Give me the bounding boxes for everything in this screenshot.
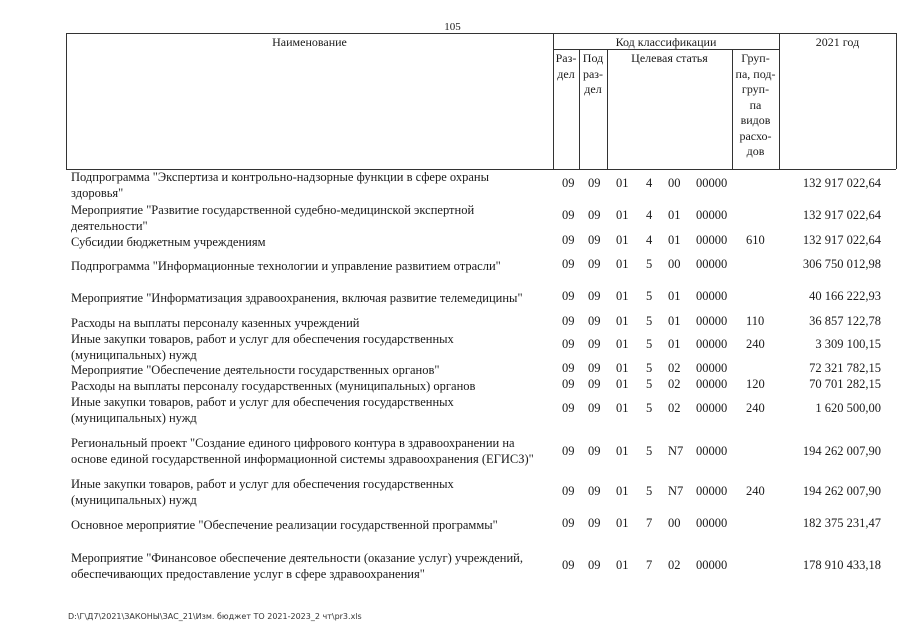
- row-amount: 72 321 782,15: [809, 361, 881, 375]
- row-section: 09: [562, 361, 575, 375]
- row-amount: 194 262 007,90: [802, 484, 881, 498]
- row-name: Субсидии бюджетным учреждениям: [71, 235, 266, 249]
- row-amount: 40 166 222,93: [809, 289, 881, 303]
- header-year: 2021 год: [815, 35, 860, 49]
- row-target-2: 5: [646, 361, 653, 375]
- row-target-2: 5: [646, 484, 653, 498]
- row-section: 09: [562, 208, 575, 222]
- row-name: Расходы на выплаты персоналу государственных (муниципальных) органов: [71, 379, 476, 393]
- row-target-1: 01: [616, 337, 629, 351]
- row-name: Мероприятие "Финансовое обеспечение деятельности (оказание услуг) учреждений, обеспечивающих предоставление услуг в сфере здравоохранения": [71, 551, 523, 581]
- row-target-2: 5: [646, 337, 653, 351]
- header-subsection: Под раз- дел: [582, 51, 604, 96]
- row-subsection: 09: [588, 176, 601, 190]
- row-target-4: 00000: [696, 516, 728, 530]
- row-amount: 1 620 500,00: [815, 401, 881, 415]
- row-target-4: 00000: [696, 314, 728, 328]
- row-amount: 182 375 231,47: [802, 516, 881, 530]
- row-name: Мероприятие "Обеспечение деятельности государственных органов": [71, 363, 440, 377]
- row-target-2: 5: [646, 401, 653, 415]
- row-target-3: 00: [668, 176, 681, 190]
- row-target-2: 5: [646, 377, 653, 391]
- row-target-1: 01: [616, 176, 629, 190]
- row-section: 09: [562, 233, 575, 247]
- row-expense-group: 120: [746, 377, 765, 391]
- row-target-4: 00000: [696, 337, 728, 351]
- row-target-2: 5: [646, 444, 653, 458]
- row-target-4: 00000: [696, 377, 728, 391]
- row-target-2: 7: [646, 516, 653, 530]
- row-expense-group: 240: [746, 401, 765, 415]
- row-target-4: 00000: [696, 257, 728, 271]
- row-subsection: 09: [588, 208, 601, 222]
- row-target-4: 00000: [696, 361, 728, 375]
- row-section: 09: [562, 257, 575, 271]
- row-subsection: 09: [588, 289, 601, 303]
- row-target-1: 01: [616, 289, 629, 303]
- row-target-4: 00000: [696, 444, 728, 458]
- row-target-3: 02: [668, 401, 681, 415]
- row-subsection: 09: [588, 484, 601, 498]
- row-target-4: 00000: [696, 484, 728, 498]
- row-target-2: 4: [646, 176, 653, 190]
- row-name: Основное мероприятие "Обеспечение реализации государственной программы": [71, 518, 498, 532]
- row-target-1: 01: [616, 444, 629, 458]
- row-section: 09: [562, 401, 575, 415]
- table-header: [66, 33, 896, 169]
- row-subsection: 09: [588, 558, 601, 572]
- row-target-2: 5: [646, 289, 653, 303]
- row-amount: 132 917 022,64: [802, 208, 881, 222]
- row-name: Иные закупки товаров, работ и услуг для обеспечения государственных (муниципальных) нужд: [71, 332, 454, 362]
- row-section: 09: [562, 314, 575, 328]
- row-name: Региональный проект "Создание единого цифрового контура в здравоохранении на основе единой государственной информационной системы здравоохранения (ЕГИСЗ)": [71, 436, 534, 466]
- row-name: Мероприятие "Развитие государственной судебно-медицинской экспертной деятельности": [71, 203, 475, 233]
- row-target-4: 00000: [696, 289, 728, 303]
- row-subsection: 09: [588, 516, 601, 530]
- row-target-1: 01: [616, 558, 629, 572]
- row-name: Расходы на выплаты персоналу казенных учреждений: [71, 316, 360, 330]
- row-target-4: 00000: [696, 558, 728, 572]
- row-subsection: 09: [588, 361, 601, 375]
- row-target-3: 01: [668, 289, 681, 303]
- row-target-1: 01: [616, 516, 629, 530]
- row-target-1: 01: [616, 401, 629, 415]
- row-target-1: 01: [616, 233, 629, 247]
- row-target-2: 4: [646, 233, 653, 247]
- row-subsection: 09: [588, 314, 601, 328]
- row-section: 09: [562, 337, 575, 351]
- row-expense-group: 240: [746, 484, 765, 498]
- row-subsection: 09: [588, 257, 601, 271]
- row-subsection: 09: [588, 233, 601, 247]
- header-name: Наименование: [272, 35, 347, 49]
- row-target-2: 5: [646, 257, 653, 271]
- footer-file-path: D:\Г\Д7\2021\ЗАКОНЫ\ЗАС_21\Изм. бюджет ТО 2021-2023_2 чт\pr3.xls: [68, 612, 362, 621]
- row-target-3: 01: [668, 208, 681, 222]
- row-target-3: 00: [668, 257, 681, 271]
- row-target-1: 01: [616, 314, 629, 328]
- row-target-3: 01: [668, 233, 681, 247]
- row-target-2: 7: [646, 558, 653, 572]
- row-target-4: 00000: [696, 176, 728, 190]
- page-number: 105: [444, 21, 461, 33]
- row-amount: 194 262 007,90: [802, 444, 881, 458]
- row-target-1: 01: [616, 257, 629, 271]
- row-expense-group: 610: [746, 233, 765, 247]
- row-target-3: 01: [668, 337, 681, 351]
- row-name: Мероприятие "Информатизация здравоохранения, включая развитие телемедицины": [71, 291, 523, 305]
- row-section: 09: [562, 444, 575, 458]
- header-target-item: Целевая статья: [631, 51, 708, 65]
- row-section: 09: [562, 289, 575, 303]
- row-target-1: 01: [616, 377, 629, 391]
- row-amount: 3 309 100,15: [815, 337, 881, 351]
- row-amount: 70 701 282,15: [809, 377, 881, 391]
- row-amount: 132 917 022,64: [802, 176, 881, 190]
- row-target-3: 02: [668, 377, 681, 391]
- row-target-4: 00000: [696, 401, 728, 415]
- header-classification-code: Код классификации: [615, 35, 717, 49]
- row-target-2: 5: [646, 314, 653, 328]
- row-target-3: 00: [668, 516, 681, 530]
- row-target-3: 02: [668, 558, 681, 572]
- row-target-3: 01: [668, 314, 681, 328]
- row-target-3: N7: [668, 484, 684, 498]
- row-subsection: 09: [588, 444, 601, 458]
- row-amount: 132 917 022,64: [802, 233, 881, 247]
- row-target-1: 01: [616, 484, 629, 498]
- row-target-4: 00000: [696, 208, 728, 222]
- row-name: Подпрограмма "Экспертиза и контрольно-надзорные функции в сфере охраны здоровья": [71, 170, 489, 200]
- row-name: Подпрограмма "Информационные технологии и управление развитием отрасли": [71, 259, 501, 273]
- row-name: Иные закупки товаров, работ и услуг для обеспечения государственных (муниципальных) нужд: [71, 395, 454, 425]
- row-target-1: 01: [616, 208, 629, 222]
- row-target-2: 4: [646, 208, 653, 222]
- row-subsection: 09: [588, 377, 601, 391]
- row-amount: 306 750 012,98: [802, 257, 881, 271]
- row-section: 09: [562, 516, 575, 530]
- row-section: 09: [562, 176, 575, 190]
- row-expense-group: 110: [746, 314, 765, 328]
- row-section: 09: [562, 377, 575, 391]
- row-amount: 36 857 122,78: [809, 314, 881, 328]
- header-section: Раз- дел: [555, 51, 577, 81]
- row-target-3: 02: [668, 361, 681, 375]
- row-name: Иные закупки товаров, работ и услуг для обеспечения государственных (муниципальных) нужд: [71, 477, 454, 507]
- row-subsection: 09: [588, 401, 601, 415]
- row-section: 09: [562, 558, 575, 572]
- header-expense-group: Груп- па, под- груп- па видов расхо- дов: [735, 51, 776, 158]
- row-target-1: 01: [616, 361, 629, 375]
- row-subsection: 09: [588, 337, 601, 351]
- row-target-4: 00000: [696, 233, 728, 247]
- row-section: 09: [562, 484, 575, 498]
- row-target-3: N7: [668, 444, 684, 458]
- row-expense-group: 240: [746, 337, 765, 351]
- row-amount: 178 910 433,18: [802, 558, 881, 572]
